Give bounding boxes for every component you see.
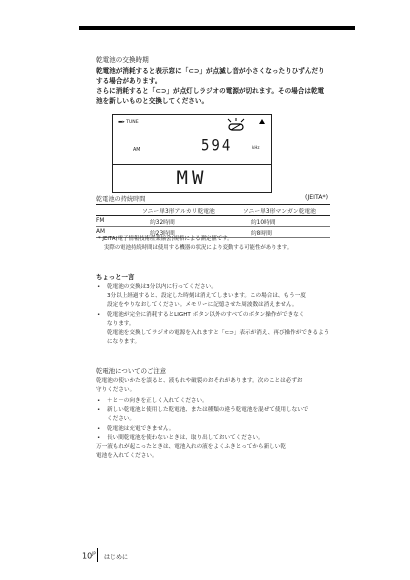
table-cell: FM (96, 216, 128, 227)
caution-outro: 万一液もれが起こったときは、電池入れの液をよくふきとってから新しい乾 電池を入れてください。 (96, 444, 286, 460)
frequency-unit: kHz (252, 145, 260, 150)
am-label: AM (133, 148, 141, 153)
list-item: • ＋と－の向きを正しく入れてください。 (96, 397, 330, 406)
battery-icon: ⊂⊃ (155, 87, 167, 95)
table-footnote (98, 235, 332, 253)
caution-title: 乾電池についてのご注意 (96, 367, 167, 375)
para1-text: 乾電池が消耗すると表示窓に「 (96, 67, 189, 75)
table-cell: AM (96, 227, 128, 238)
battery-life-heading (96, 194, 328, 203)
frequency-readout: 594 (201, 136, 233, 156)
list-item: • 乾電池は充電できません。 (96, 425, 330, 434)
table-cell: 約10時間 (229, 216, 330, 227)
para1-text-b: 」が点滅し音が小さくなったりひずんだりする場合があります。 (96, 67, 325, 85)
blinking-battery-icon (223, 118, 249, 132)
table-row (96, 216, 330, 227)
battery-icon: ⊂⊃ (224, 330, 234, 337)
list-item: • 乾電池の交換は3分以内に行ってください。 3分以上経過すると、設定した時刻は消えてしまいます。この場合は、もう一度 設定をやりなおしてください。メモリーに記憶させた周波数は消えません。 (96, 283, 330, 311)
signal-triangle-icon (259, 119, 265, 124)
para2-text-b: 」が点灯しラジオの電源が切れます。その場合は乾電池を新しいものと交換してください。 (96, 87, 325, 105)
caution-intro: 乾電池の使いかたを誤ると、液もれや破裂のおそれがあります。次のことは必ずお 守りください。 (96, 378, 303, 394)
tune-indicator: ▬▸ TUNE (118, 120, 139, 125)
battery-life-table (96, 204, 330, 238)
caution-list (96, 397, 330, 443)
list-item: • 長い間乾電池を使わないときは、取り出しておいてください。 (96, 434, 330, 443)
footer-divider (97, 548, 98, 562)
table-header-cell: ソニー単3形アルカリ乾電池 (128, 205, 229, 216)
table-cell: 約32時間 (128, 216, 229, 227)
lcd-upper-panel (113, 115, 271, 165)
footnote-line: 実際の電池持続時間は使用する機器の状況により変動する可能性があります。 (104, 245, 293, 251)
battery-description (96, 66, 328, 106)
battery-icon: ⊂⊃ (188, 67, 200, 75)
list-item: • 乾電池が完全に消耗するとLIGHT ボタン以外のすべてのボタン操作ができなく なります。 乾電池を交換してラジオの電源を入れますと「⊂⊃」表示が消え、再び操作ができるようになります。 (96, 311, 330, 348)
footnote-line: * JEITA(電子情報技術産業協会)規格による測定値です。 (98, 236, 233, 242)
para2-text: さらに消耗すると「 (96, 87, 156, 95)
tips-list (96, 283, 330, 347)
table-cell: 約8時間 (229, 227, 330, 238)
footer-section-name: はじめに (104, 554, 129, 561)
tips-title: ちょっと一言 (96, 273, 135, 281)
table-header-cell: ソニー単3形マンガン乾電池 (229, 205, 330, 216)
section-top-bar (79, 26, 355, 30)
section-title: 乾電池の交換時期 (96, 56, 149, 64)
page-number: $10^{JP}$ (82, 551, 96, 561)
table-header-cell (96, 205, 128, 216)
list-item: • 新しい乾電池と使用した乾電池、または種類の違う乾電池を混ぜて使用しないで ください。 (96, 406, 330, 424)
table-cell: 約23時間 (128, 227, 229, 238)
battery-life-title: 乾電池の持続時間 (96, 196, 146, 203)
band-readout: MW (176, 167, 208, 189)
jeita-note: (JEITA*) (304, 194, 328, 201)
table-header-row (96, 205, 330, 216)
lcd-display-illustration (112, 114, 272, 193)
